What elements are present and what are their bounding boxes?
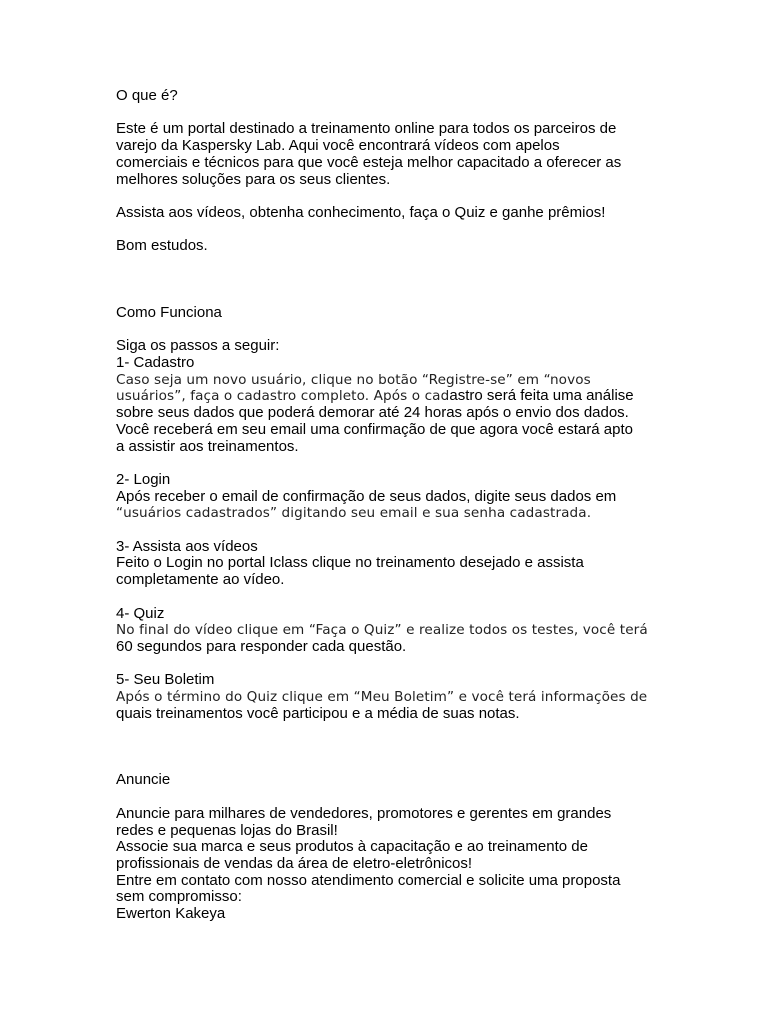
step-boletim [116,672,676,722]
step-title: 5- Seu Boletim [116,671,215,689]
step-login [116,472,676,522]
step-line: 60 segundos para responder cada questão. [116,637,407,655]
section-heading-advertise: Anuncie [116,771,171,789]
step-title: 1- Cadastro [116,354,195,372]
step-line-part: usuários”, faça o cadastro completo. Após o cad [116,388,450,405]
step-title: 4- Quiz [116,604,165,622]
step-description [116,622,676,655]
steps-lead: Siga os passos a seguir: [116,337,280,355]
advertise-line: profissionais de vendas da área de eletro-eletrônicos! [116,854,473,872]
step-line: “usuários cadastrados” digitando seu email e sua senha cadastrada. [116,505,592,522]
step-cadastro [116,355,676,455]
intro-line: melhores soluções para os seus clientes. [116,170,391,188]
step-videos [116,539,676,589]
step-line: Você receberá em seu email uma confirmação de que agora você estará apto [116,420,633,438]
intro-line: Este é um portal destinado a treinamento online para todos os parceiros de [116,120,617,138]
step-line-part: astro será feita uma análise [449,387,634,405]
advertise-line: sem compromisso: [116,888,242,906]
step-line: Após receber o email de confirmação de seus dados, digite seus dados em [116,487,617,505]
step-line: Após o término do Quiz clique em “Meu Boletim” e você terá informações de [116,689,648,706]
step-description [116,372,676,456]
section-heading-how-it-works: Como Funciona [116,303,222,321]
step-line: Feito o Login no portal Iclass clique no treinamento desejado e assista [116,554,584,572]
advertise-line: redes e pequenas lojas do Brasil! [116,821,338,839]
step-line: a assistir aos treinamentos. [116,437,299,455]
step-line: completamente ao vídeo. [116,571,285,589]
document-body [116,88,676,923]
step-line: Caso seja um novo usuário, clique no botão “Registre-se” em “novos [116,371,591,388]
section-heading-what-is: O que é? [116,87,178,104]
step-line: sobre seus dados que poderá demorar até 24 horas após o envio dos dados. [116,404,629,422]
step-line: quais treinamentos você participou e a média de suas notas. [116,704,520,722]
step-description [116,555,676,588]
contact-name: Ewerton Kakeya [116,905,226,923]
step-description [116,489,676,522]
advertise-line: Entre em contato com nosso atendimento comercial e solicite uma proposta [116,871,621,889]
step-line: No final do vídeo clique em “Faça o Quiz” e realize todos os testes, você terá [116,622,648,639]
step-title: 2- Login [116,470,171,488]
advertise-line: Associe sua marca e seus produtos à capacitação e ao treinamento de [116,838,588,856]
closing-text: Bom estudos. [116,237,208,255]
advertise-line: Anuncie para milhares de vendedores, promotores e gerentes em grandes [116,804,612,822]
step-line-mixed [116,388,676,405]
intro-line: varejo da Kaspersky Lab. Aqui você encontrará vídeos com apelos [116,137,560,155]
call-to-action: Assista aos vídeos, obtenha conhecimento, faça o Quiz e ganhe prêmios! [116,203,606,221]
advertise-paragraph [116,806,676,923]
step-description [116,689,676,722]
intro-paragraph [116,121,676,188]
intro-line: comerciais e técnicos para que você esteja melhor capacitado a oferecer as [116,153,622,171]
step-quiz [116,606,676,656]
step-title: 3- Assista aos vídeos [116,537,258,555]
